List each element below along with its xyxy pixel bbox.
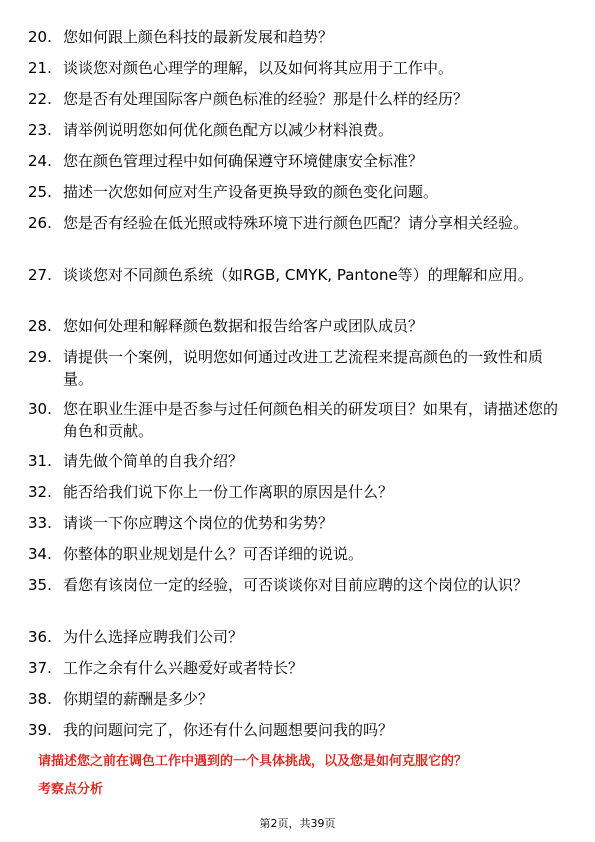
question-text: 您如何跟上颜色科技的最新发展和趋势？ bbox=[63, 28, 334, 46]
question-number: 36. bbox=[28, 628, 52, 646]
question-number: 34. bbox=[28, 545, 52, 563]
question-text: 描述一次您如何应对生产设备更换导致的颜色变化问题。 bbox=[63, 183, 439, 201]
question-number: 24. bbox=[28, 152, 52, 170]
question-item bbox=[28, 346, 568, 390]
question-item bbox=[28, 450, 568, 472]
page-footer: 第2页，共39页 bbox=[259, 817, 336, 830]
question-number: 27. bbox=[28, 266, 52, 284]
question-item bbox=[28, 119, 568, 141]
question-text: 你整体的职业规划是什么？可否详细的说说。 bbox=[63, 545, 364, 563]
question-text: 请举例说明您如何优化颜色配方以减少材料浪费。 bbox=[63, 121, 394, 139]
question-item bbox=[28, 212, 568, 234]
question-text: 您如何处理和解释颜色数据和报告给客户或团队成员？ bbox=[63, 317, 424, 335]
question-number: 38. bbox=[28, 690, 52, 708]
question-text: 请先做个简单的自我介绍？ bbox=[63, 452, 244, 470]
section-title: 考察点分析 bbox=[38, 782, 104, 797]
question-text: 您是否有经验在低光照或特殊环境下进行颜色匹配？请分享相关经验。 bbox=[63, 214, 529, 232]
question-text: 为什么选择应聘我们公司？ bbox=[63, 628, 244, 646]
question-number: 29. bbox=[28, 348, 52, 366]
question-text: 能否给我们说下你上一份工作离职的原因是什么？ bbox=[63, 483, 394, 501]
question-text: 你期望的薪酬是多少？ bbox=[63, 690, 214, 708]
question-number: 25. bbox=[28, 183, 52, 201]
question-number: 39. bbox=[28, 721, 52, 739]
question-item bbox=[28, 315, 568, 337]
question-item bbox=[28, 57, 568, 79]
question-number: 35. bbox=[28, 576, 52, 594]
question-item bbox=[28, 688, 568, 710]
question-text: 请谈一下你应聘这个岗位的优势和劣势？ bbox=[63, 514, 334, 532]
question-number: 20. bbox=[28, 28, 52, 46]
question-item bbox=[28, 398, 568, 442]
question-number: 22. bbox=[28, 90, 52, 108]
question-number: 26. bbox=[28, 214, 52, 232]
question-number: 30. bbox=[28, 400, 52, 418]
question-item bbox=[28, 181, 568, 203]
question-text: 您在职业生涯中是否参与过任何颜色相关的研发项目？如果有，请描述您的角色和贡献。 bbox=[63, 400, 559, 440]
question-item bbox=[28, 264, 568, 286]
question-number: 33. bbox=[28, 514, 52, 532]
question-text: 您在颜色管理过程中如何确保遵守环境健康安全标准？ bbox=[63, 152, 424, 170]
question-item bbox=[28, 574, 568, 596]
question-text: 看您有该岗位一定的经验，可否谈谈你对目前应聘的这个岗位的认识？ bbox=[63, 576, 529, 594]
question-number: 23. bbox=[28, 121, 52, 139]
question-text: 我的问题问完了，你还有什么问题想要问我的吗？ bbox=[63, 721, 394, 739]
question-number: 28. bbox=[28, 317, 52, 335]
question-text: 请提供一个案例，说明您如何通过改进工艺流程来提高颜色的一致性和质量。 bbox=[63, 348, 544, 388]
question-text: 工作之余有什么兴趣爱好或者特长？ bbox=[63, 659, 304, 677]
question-item bbox=[28, 481, 568, 503]
question-item bbox=[28, 657, 568, 679]
question-item bbox=[28, 26, 568, 48]
question-item bbox=[28, 150, 568, 172]
question-text: 谈谈您对颜色心理学的理解，以及如何将其应用于工作中。 bbox=[63, 59, 454, 77]
question-number: 37. bbox=[28, 659, 52, 677]
question-text: 谈谈您对不同颜色系统（如RGB, CMYK, Pantone等）的理解和应用。 bbox=[63, 266, 533, 284]
question-item bbox=[28, 88, 568, 110]
question-item bbox=[28, 626, 568, 648]
question-item bbox=[28, 719, 568, 741]
question-number: 21. bbox=[28, 59, 52, 77]
question-number: 32. bbox=[28, 483, 52, 501]
question-number: 31. bbox=[28, 452, 52, 470]
question-text: 您是否有处理国际客户颜色标准的经验？那是什么样的经历？ bbox=[63, 90, 469, 108]
question-item bbox=[28, 543, 568, 565]
question-item bbox=[28, 512, 568, 534]
highlight-question: 请描述您之前在调色工作中遇到的一个具体挑战，以及您是如何克服它的？ bbox=[38, 754, 468, 769]
